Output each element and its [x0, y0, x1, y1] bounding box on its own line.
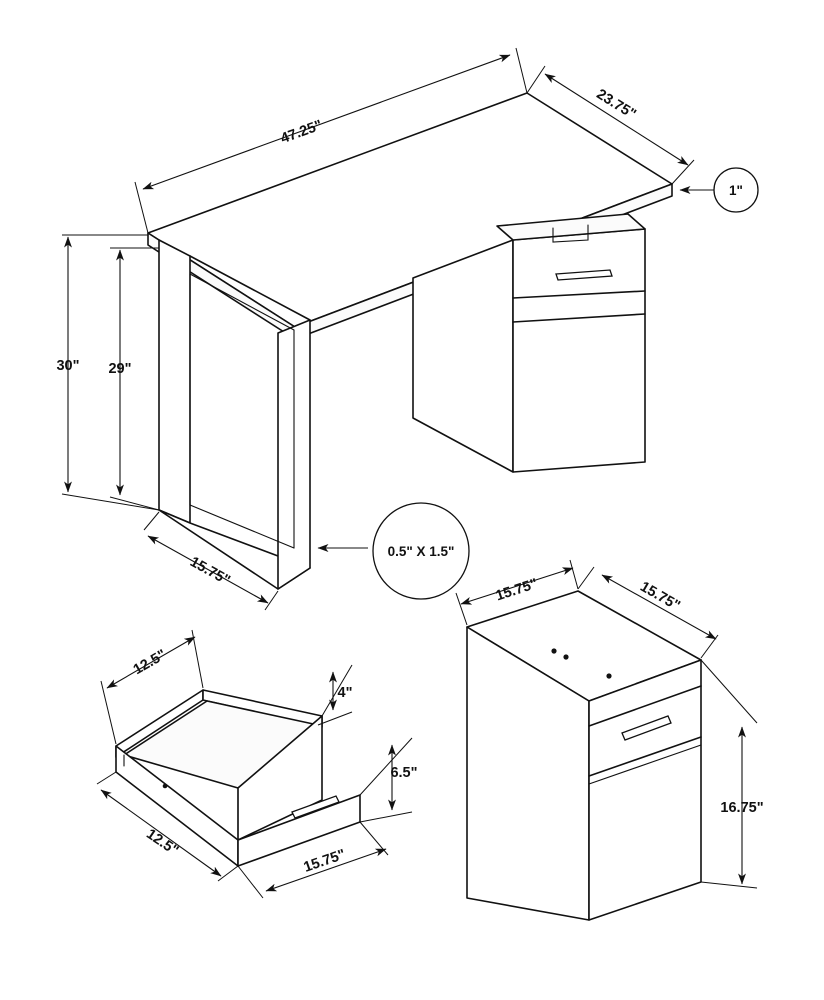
calloutlabel-top-thickness: 1" — [729, 183, 743, 198]
drawer-view — [97, 630, 418, 898]
ext-desk-depth-start — [527, 66, 545, 93]
cabinet-screw-hole-right — [606, 673, 611, 678]
dimlabel-cabinet-height: 16.75" — [720, 800, 764, 816]
ext-height-overall-bottom — [62, 494, 159, 510]
callout-top-thickness — [680, 168, 758, 212]
desk-cabinet-front-panel — [513, 229, 645, 472]
dimlabel-drawer-bottom-depth: 12.5" — [143, 826, 182, 860]
cabinet-screw-hole-mid — [563, 654, 568, 659]
ext-cabinet-topleft-a — [456, 593, 467, 625]
ext-drawer-top-width-right — [192, 630, 203, 688]
dimlabel-drawer-top-width: 12.5" — [130, 646, 170, 679]
dim-cabinet-height — [701, 660, 764, 888]
dimlabel-desk-height-overall: 30" — [56, 358, 80, 374]
ext-cabinet-height-bottom — [701, 882, 757, 888]
ext-foot-depth-end — [265, 591, 278, 610]
ext-drawer-front-height-bottom — [360, 812, 412, 822]
dimlabel-cabinet-top-left-width: 15.75" — [493, 575, 540, 605]
ext-desk-depth-end — [672, 160, 694, 184]
dimlabel-cabinet-top-right-depth: 15.75" — [637, 578, 683, 615]
calloutlabel-leg-profile: 0.5" X 1.5" — [387, 544, 455, 559]
dimlabel-desk-width: 47.25" — [278, 117, 325, 148]
dimlabel-desk-height-leg: 29" — [108, 361, 132, 377]
dimlabel-desk-foot-depth: 15.75" — [187, 554, 233, 589]
ext-drawer-bottom-depth-bottom — [218, 866, 238, 881]
ext-drawer-bottom-depth-top — [97, 772, 116, 784]
ext-drawer-front-width-left — [238, 866, 263, 898]
ext-cabinet-topright-a — [578, 567, 594, 589]
dimlabel-drawer-front-height: 6.5" — [390, 765, 418, 781]
cabinet-screw-hole-left — [551, 648, 556, 653]
drawer-screw-hole — [163, 784, 168, 789]
dim-desk-height-leg — [108, 248, 159, 510]
cabinet-view — [456, 560, 764, 920]
callout-leg-profile — [318, 503, 469, 599]
dimlabel-drawer-side-height: 4" — [337, 685, 353, 701]
ext-cabinet-height-top — [701, 660, 757, 723]
ext-cabinet-topleft-b — [570, 560, 578, 589]
ext-foot-depth-start — [144, 512, 159, 530]
desk-cabinet-left-panel — [413, 240, 513, 472]
dimlabel-desk-depth: 23.75" — [593, 86, 639, 123]
ext-desk-width-left — [135, 182, 148, 233]
cabinet-right-panel — [589, 660, 701, 920]
dim-drawer-side-height — [318, 665, 352, 725]
desk-view — [56, 48, 758, 610]
desk-left-leg-outer — [159, 240, 190, 523]
dim-drawer-front-height — [360, 738, 418, 822]
dimlabel-drawer-front-width: 15.75" — [301, 846, 348, 876]
ext-drawer-top-width-left — [101, 681, 116, 744]
ext-desk-width-right — [516, 48, 527, 93]
